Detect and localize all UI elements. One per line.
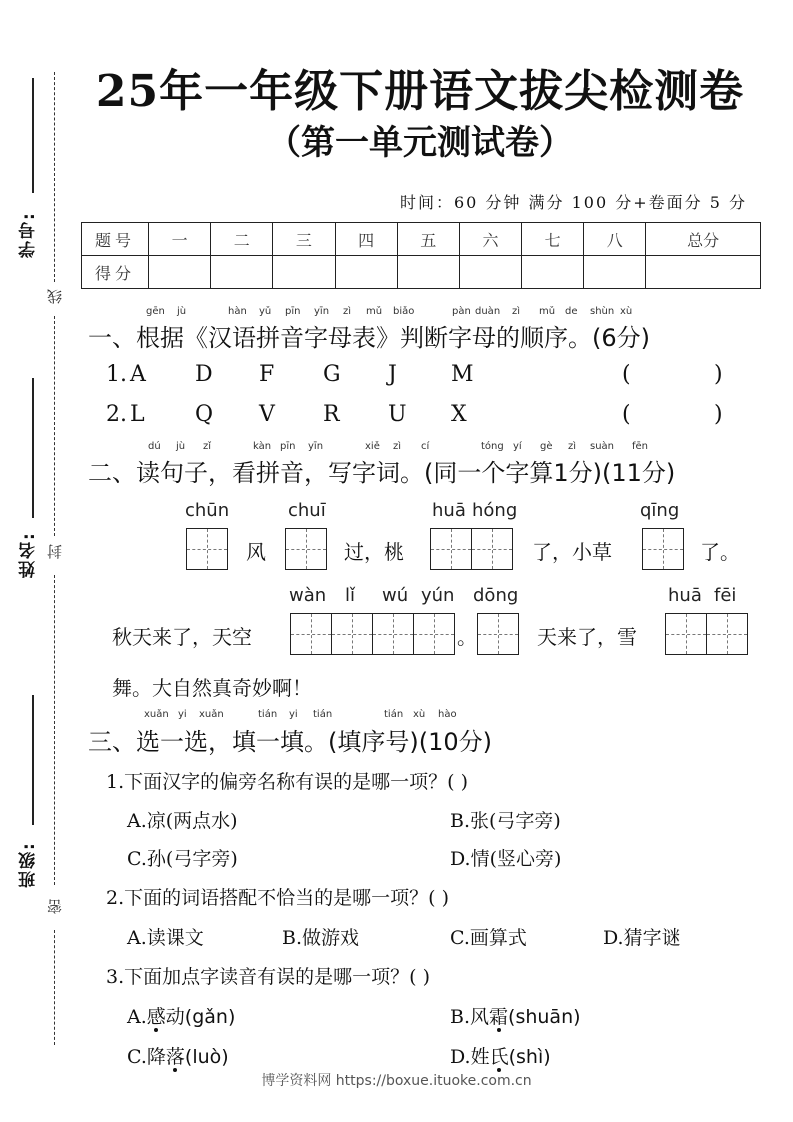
- pinyin: hào: [438, 709, 457, 720]
- pinyin: xuǎn: [144, 709, 169, 720]
- sentence-text: 天来了，雪: [537, 625, 637, 649]
- footer-watermark: 博学资料网 https://boxue.ituoke.com.cn: [261, 1073, 532, 1089]
- table-cell: 得分: [82, 256, 149, 289]
- letter: J: [388, 362, 397, 387]
- pinyin: mǔ: [366, 306, 383, 317]
- option-2a[interactable]: A.读课文: [127, 927, 204, 949]
- letter: D: [195, 362, 213, 387]
- letter: U: [388, 402, 407, 427]
- writing-grid-dong[interactable]: [477, 613, 519, 655]
- cut-line: [54, 930, 55, 1045]
- letter-row-1: [0, 362, 793, 392]
- option-3d[interactable]: [450, 1042, 551, 1069]
- letter: R: [323, 402, 340, 427]
- pinyin-prompt: chūn: [185, 500, 230, 521]
- score-input-cell[interactable]: [522, 256, 584, 289]
- name-line: [32, 695, 34, 825]
- letter: A: [130, 362, 146, 387]
- score-input-cell[interactable]: [273, 256, 335, 289]
- page-title: 25年一年级下册语文拔尖检测卷: [95, 66, 745, 117]
- pinyin: tián: [313, 709, 333, 720]
- question-number: 2.: [106, 402, 127, 427]
- option-1c[interactable]: C.孙(弓字旁): [127, 848, 238, 870]
- option-3b[interactable]: [450, 1002, 581, 1029]
- exam-meta: 时间：60 分钟 满分 100 分+卷面分 5 分: [399, 193, 747, 212]
- pinyin: yí: [513, 441, 522, 452]
- pinyin: zì: [343, 306, 352, 317]
- dotted-char: 落: [165, 1046, 185, 1068]
- score-input-cell[interactable]: [459, 256, 521, 289]
- pinyin: yi: [178, 709, 187, 720]
- score-input-cell[interactable]: [149, 256, 211, 289]
- pinyin: xù: [413, 709, 426, 720]
- score-table-header-row: [82, 223, 761, 256]
- pinyin: xù: [620, 306, 633, 317]
- letter: L: [130, 402, 145, 427]
- pinyin: yīn: [314, 306, 330, 317]
- table-cell: 六: [459, 223, 521, 256]
- section1-heading: 一、根据《汉语拼音字母表》判断字母的顺序。(6分): [88, 324, 650, 352]
- writing-grid-chun[interactable]: [186, 528, 228, 570]
- table-cell: 四: [335, 223, 397, 256]
- pinyin-prompt: fēi: [714, 585, 737, 606]
- letter: X: [451, 402, 467, 427]
- pinyin-prompt: wú: [382, 585, 409, 606]
- pinyin-prompt: wàn: [289, 585, 327, 606]
- class-label: 班级:: [19, 841, 39, 889]
- letter: V: [259, 402, 275, 427]
- question-1-stem: 1.下面汉字的偏旁名称有误的是哪一项？( ): [106, 771, 468, 793]
- pinyin: kàn: [253, 441, 272, 452]
- dotted-char: 氏: [489, 1046, 509, 1068]
- pinyin: biǎo: [393, 306, 415, 317]
- cut-line: [54, 575, 55, 885]
- letter: Q: [195, 402, 214, 427]
- pinyin: duàn: [475, 306, 501, 317]
- option-1d[interactable]: D.情(竖心旁): [450, 848, 562, 870]
- section2-heading: 二、读句子，看拼音，写字词。(同一个字算1分)(11分): [88, 459, 676, 487]
- table-cell: 五: [397, 223, 459, 256]
- score-input-cell[interactable]: [397, 256, 459, 289]
- pinyin: pīn: [285, 306, 301, 317]
- letter: M: [451, 362, 474, 387]
- option-text: 动: [165, 1006, 185, 1028]
- pinyin: suàn: [590, 441, 615, 452]
- dotted-char: 感: [146, 1006, 166, 1028]
- table-cell: 七: [522, 223, 584, 256]
- id-line: [32, 78, 34, 193]
- writing-grid-qing[interactable]: [642, 528, 684, 570]
- pinyin-prompt: huā: [668, 585, 702, 606]
- sentence-text: 了，小草: [532, 540, 612, 564]
- pinyin: yǔ: [259, 306, 272, 317]
- pinyin: jù: [177, 306, 187, 317]
- sentence-text: 风: [246, 540, 266, 564]
- score-input-cell[interactable]: [211, 256, 273, 289]
- pinyin: de: [565, 306, 578, 317]
- pinyin: pīn: [280, 441, 296, 452]
- option-2c[interactable]: C.画算式: [450, 927, 527, 949]
- sentence-text: 。: [457, 625, 477, 649]
- pinyin-prompt: hóng: [472, 500, 518, 521]
- letter-row-2: [0, 402, 793, 432]
- pinyin: zì: [512, 306, 521, 317]
- pinyin-prompt: chuī: [288, 500, 326, 521]
- cut-mark-seal: 封: [46, 544, 64, 560]
- option-pinyin: (shuān): [508, 1006, 581, 1028]
- option-1a[interactable]: A.凉(两点水): [127, 810, 238, 832]
- sentence-text: 秋天来了，天空: [112, 625, 252, 649]
- pinyin: xiě: [365, 441, 380, 452]
- option-label: B.风: [450, 1006, 490, 1028]
- score-input-cell[interactable]: [584, 256, 646, 289]
- dotted-char: 霜: [489, 1006, 509, 1028]
- page-subtitle: （第一单元测试卷）: [267, 123, 573, 163]
- answer-blank-open[interactable]: (: [622, 362, 631, 387]
- option-1b[interactable]: B.张(弓字旁): [450, 810, 561, 832]
- table-cell: 三: [273, 223, 335, 256]
- letter: F: [259, 362, 275, 387]
- pinyin-prompt: yún: [421, 585, 455, 606]
- score-input-cell[interactable]: [646, 256, 761, 289]
- answer-blank-close: ): [714, 362, 723, 387]
- option-2d[interactable]: D.猜字谜: [603, 927, 681, 949]
- table-cell: 八: [584, 223, 646, 256]
- pinyin: cí: [421, 441, 430, 452]
- writing-grid-wanliwuyun[interactable]: [290, 613, 455, 655]
- answer-blank-close: ): [714, 402, 723, 427]
- pinyin-prompt: dōng: [473, 585, 519, 606]
- student-id-label: 学号:: [19, 211, 39, 259]
- score-input-cell[interactable]: [335, 256, 397, 289]
- answer-blank-open[interactable]: (: [622, 402, 631, 427]
- option-label: D.姓: [450, 1046, 490, 1068]
- pinyin: gè: [540, 441, 553, 452]
- question-3-stem: 3.下面加点字读音有误的是哪一项？( ): [106, 966, 430, 988]
- pinyin: gēn: [146, 306, 165, 317]
- question-2-stem: 2.下面的词语搭配不恰当的是哪一项？( ): [106, 887, 449, 909]
- writing-grid-huahong[interactable]: [430, 528, 513, 570]
- pinyin: shùn: [590, 306, 615, 317]
- pinyin: tián: [384, 709, 404, 720]
- option-2b[interactable]: B.做游戏: [282, 927, 360, 949]
- writing-grid-huafei[interactable]: [665, 613, 748, 655]
- option-pinyin: (luò): [184, 1046, 229, 1068]
- table-cell: 一: [149, 223, 211, 256]
- question-number: 1.: [106, 362, 127, 387]
- score-table-score-row: [82, 256, 761, 289]
- id-line-2: [32, 378, 34, 518]
- option-3a[interactable]: [127, 1002, 235, 1029]
- pinyin: tóng: [481, 441, 504, 452]
- option-3c[interactable]: [127, 1042, 229, 1069]
- score-table: [81, 222, 761, 289]
- pinyin: fēn: [632, 441, 649, 452]
- sentence-text: 舞。大自然真奇妙啊！: [112, 676, 312, 700]
- pinyin: mǔ: [539, 306, 556, 317]
- pinyin: jù: [176, 441, 186, 452]
- sentence-text: 了。: [700, 540, 740, 564]
- pinyin-prompt: qīng: [640, 500, 680, 521]
- pinyin-prompt: lǐ: [345, 585, 356, 606]
- writing-grid-chui[interactable]: [285, 528, 327, 570]
- section3-heading: 三、选一选，填一填。(填序号)(10分): [88, 728, 492, 756]
- name-label: 姓名:: [19, 531, 39, 579]
- option-label: A.: [127, 1006, 147, 1028]
- cut-line: [54, 72, 55, 282]
- cut-mark-secret: 密: [46, 899, 64, 915]
- option-label: C.降: [127, 1046, 166, 1068]
- cut-mark-line: 线: [46, 289, 64, 305]
- pinyin: zǐ: [203, 441, 212, 452]
- pinyin: yi: [289, 709, 298, 720]
- table-cell: 题号: [82, 223, 149, 256]
- pinyin: zì: [568, 441, 577, 452]
- pinyin: xuǎn: [199, 709, 224, 720]
- pinyin: hàn: [228, 306, 247, 317]
- letter: G: [323, 362, 341, 387]
- pinyin: yīn: [308, 441, 324, 452]
- pinyin: pàn: [452, 306, 471, 317]
- sentence-text: 过，桃: [344, 540, 404, 564]
- table-cell: 总分: [646, 223, 761, 256]
- pinyin-prompt: huā: [432, 500, 466, 521]
- table-cell: 二: [211, 223, 273, 256]
- pinyin: zì: [393, 441, 402, 452]
- option-pinyin: (gǎn): [184, 1006, 236, 1028]
- pinyin: tián: [258, 709, 278, 720]
- option-pinyin: (shì): [508, 1046, 551, 1068]
- binding-margin: [0, 0, 80, 1122]
- pinyin: dú: [148, 441, 161, 452]
